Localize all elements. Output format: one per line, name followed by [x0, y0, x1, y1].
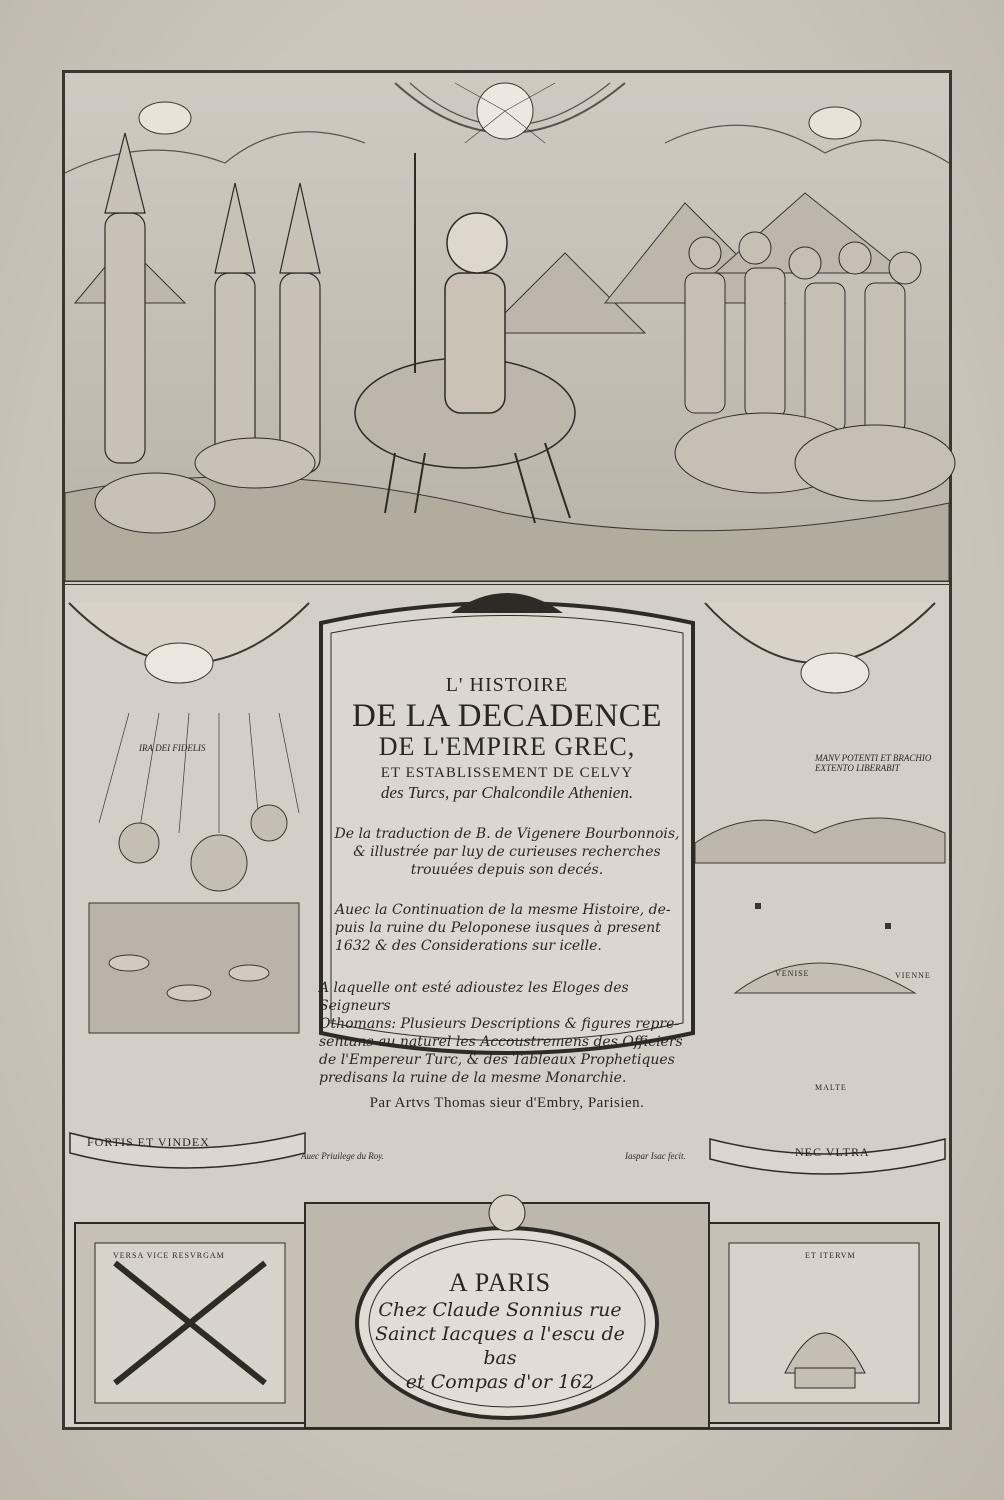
motto-right: NEC VLTRA [795, 1145, 870, 1159]
additions-line-5: predisans la ruine de la mesme Monarchie. [319, 1070, 627, 1086]
title-plate [62, 70, 952, 1430]
translation-line-1: De la traduction de B. de Vigenere Bourbonnois, [334, 826, 680, 842]
author-byline: Par Artvs Thomas sieur d'Embry, Parisien. [369, 1095, 645, 1111]
map-label-vienne: VIENNE [895, 971, 931, 980]
scroll-right-text: MANV POTENTI ET BRACHIO EXTENTO LIBERABIT [815, 753, 932, 773]
translation-line-2: & illustrée par luy de curieuses recherches [353, 844, 661, 860]
continuation-line-1: Auec la Continuation de la mesme Histoire, de- [335, 902, 671, 918]
burning-city-illustration [69, 603, 319, 1043]
title-text-block [315, 668, 699, 1112]
continuation-line-2: puis la ruine du Peloponese iusques à present [335, 920, 661, 936]
tablet-left-inscription: VERSA VICE RESVRGAM [113, 1251, 225, 1260]
translation-line-3: trouuées depuis son decés. [410, 862, 604, 878]
additions-block [315, 979, 699, 1087]
tablet-right-inscription: ET ITERVM [805, 1251, 856, 1260]
additions-line-2: Othomans: Plusieurs Descriptions & figures repre- [319, 1016, 680, 1032]
motto-left: FORTIS ET VINDEX [87, 1135, 210, 1149]
engraver-credit: Iaspar Isac fecit. [625, 1151, 686, 1161]
map-label-malte: MALTE [815, 1083, 847, 1092]
publisher-block [360, 1268, 640, 1394]
additions-line-1: A laquelle ont esté adioustez les Eloges des Seigneurs [319, 980, 629, 1014]
scroll-left-text: IRA DEI FIDELIS [139, 743, 206, 753]
left-fire-scene [69, 603, 319, 1043]
title-line-3: DE L'EMPIRE GREC, [378, 732, 636, 761]
continuation-block [315, 901, 699, 955]
translation-block [315, 825, 699, 879]
continuation-line-3: 1632 & des Considerations sur icelle. [335, 938, 602, 954]
sultan-procession-illustration [65, 73, 949, 581]
title-line-1: L' HISTOIRE [445, 674, 569, 696]
publisher-line-2: Sainct Iacques a l'escu de bas [375, 1323, 625, 1369]
privilege-credit: Auec Priuilege du Roy. [301, 1151, 384, 1161]
publisher-line-3: et Compas d'or 162 [405, 1371, 595, 1393]
publisher-line-1: Chez Claude Sonnius rue [378, 1299, 622, 1321]
title-line-2: DE LA DECADENCE [352, 698, 662, 734]
title-line-5: des Turcs, par Chalcondile Athenien. [380, 783, 634, 802]
additions-line-4: de l'Empereur Turc, & des Tableaux Prophetiques [319, 1052, 675, 1068]
top-engraving [65, 73, 949, 585]
right-map-scene [695, 603, 945, 1092]
title-line-4: ET ESTABLISSEMENT DE CELVY [380, 765, 634, 781]
map-label-venise: VENISE [775, 969, 810, 978]
publisher-city: A PARIS [448, 1268, 552, 1297]
additions-line-3: sentans au naturel les Accoustremens des Officiers [319, 1034, 683, 1050]
